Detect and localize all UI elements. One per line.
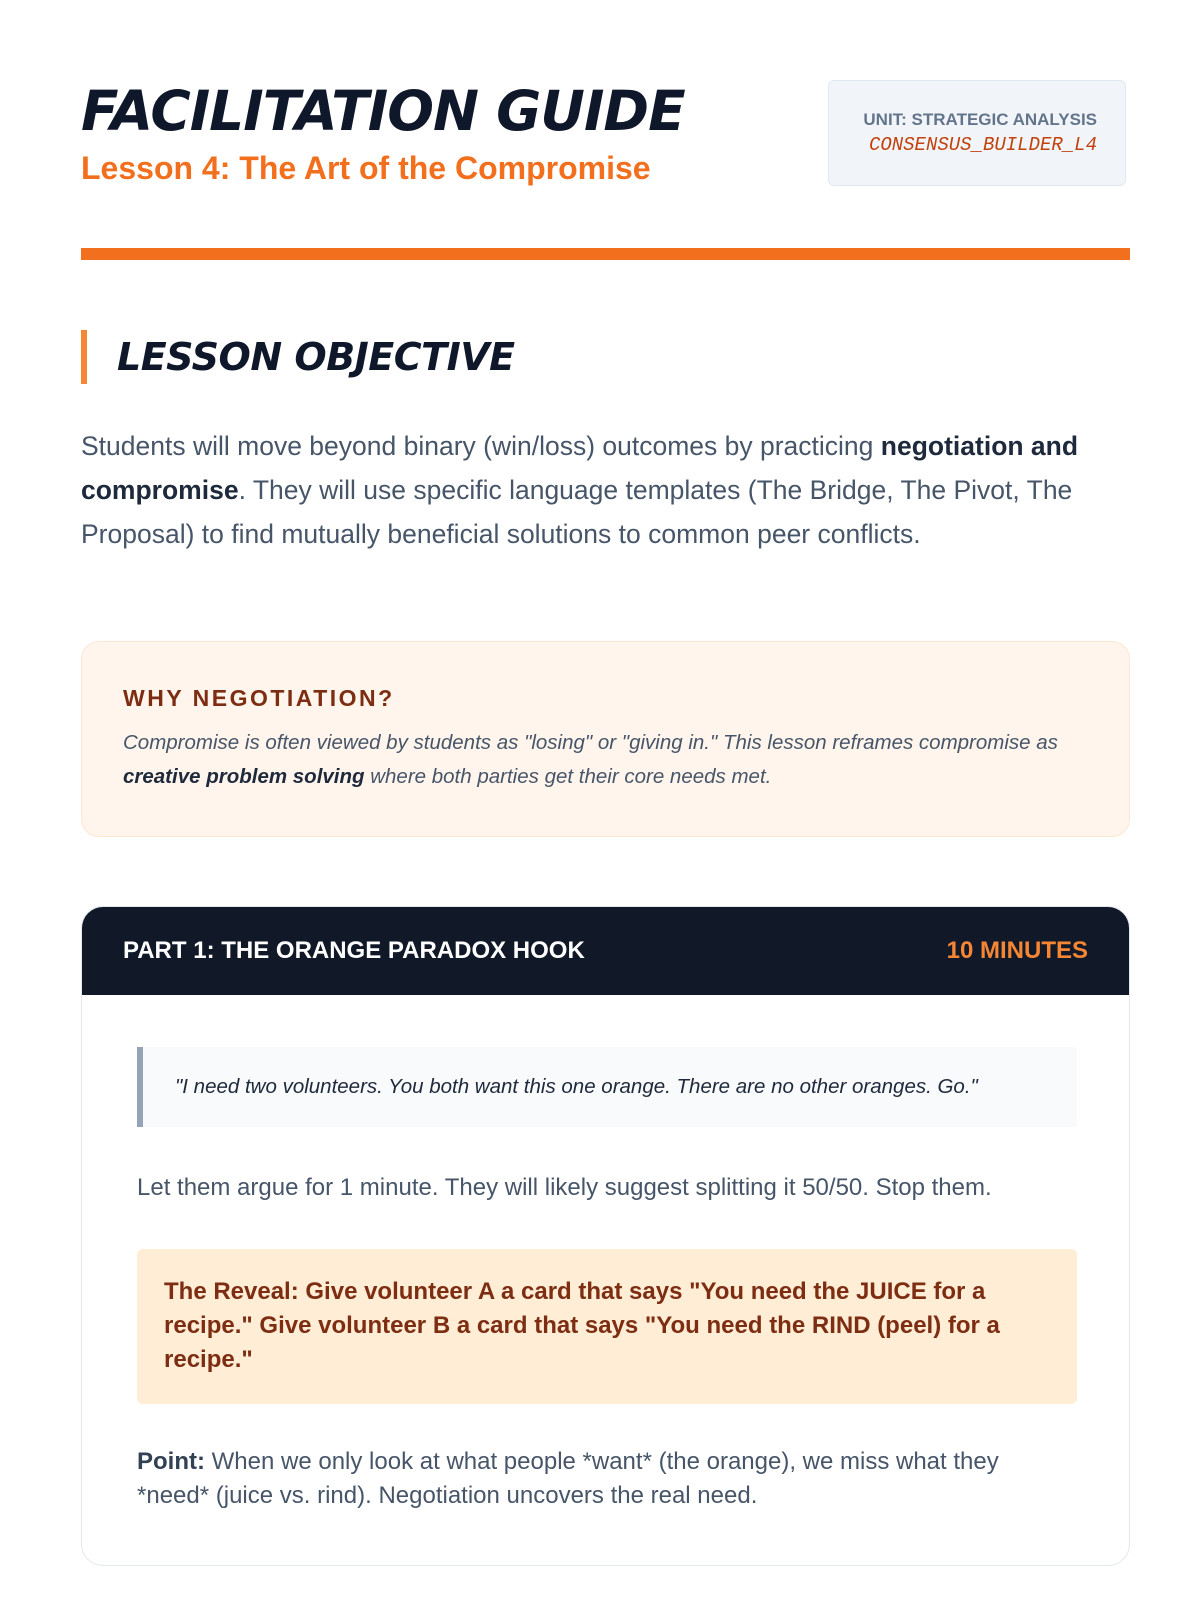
unit-info-box <box>828 80 1126 186</box>
point-label: Point: <box>137 1448 205 1475</box>
lesson-subtitle: Lesson 4: The Art of the Compromise <box>81 150 651 186</box>
page-title: FACILITATION GUIDE <box>81 79 685 143</box>
point-text: When we only look at what people *want* (the orange), we miss what they *need* (juice vs. rind). Negotiation uncovers the real need. <box>137 1448 999 1509</box>
why-text-start: Compromise is often viewed by students as "losing" or "giving in." This lesson reframes compromise as <box>123 731 1058 754</box>
objective-heading <box>81 330 515 384</box>
part1-header <box>82 907 1129 995</box>
why-text-emphasis: creative problem solving <box>123 765 365 788</box>
objective-heading-text: LESSON OBJECTIVE <box>117 335 515 379</box>
why-negotiation-text <box>123 726 1088 794</box>
guide-header <box>81 80 1131 190</box>
why-negotiation-callout <box>81 641 1130 837</box>
facilitator-quote: "I need two volunteers. You both want this one orange. There are no other oranges. Go." <box>137 1047 1077 1127</box>
objective-text-emphasis: negotiation and compromise <box>81 431 1079 505</box>
header-divider <box>81 248 1130 260</box>
objective-text-start: Students will move beyond binary (win/loss) outcomes by practicing <box>81 431 881 461</box>
part1-title: PART 1: THE ORANGE PARADOX HOOK <box>123 937 585 964</box>
why-text-end: where both parties get their core needs met. <box>364 765 772 788</box>
part1-point <box>137 1445 1077 1513</box>
part1-instruction: Let them argue for 1 minute. They will likely suggest splitting it 50/50. Stop them. <box>137 1174 992 1201</box>
reveal-callout: The Reveal: Give volunteer A a card that says "You need the JUICE for a recipe." Give volunteer B a card that says "You need the RIND (peel) for a recipe." <box>137 1249 1077 1404</box>
part1-card <box>81 906 1130 1566</box>
unit-label: UNIT: STRATEGIC ANALYSIS <box>863 110 1097 129</box>
part1-duration: 10 MINUTES <box>946 937 1088 964</box>
unit-code: CONSENSUS_BUILDER_L4 <box>868 134 1097 156</box>
why-negotiation-title: WHY NEGOTIATION? <box>123 685 395 711</box>
objective-text <box>81 424 1121 556</box>
objective-text-end: . They will use specific language templates (The Bridge, The Pivot, The Proposal) to find mutually beneficial solutions to common peer conflicts. <box>81 475 1073 549</box>
